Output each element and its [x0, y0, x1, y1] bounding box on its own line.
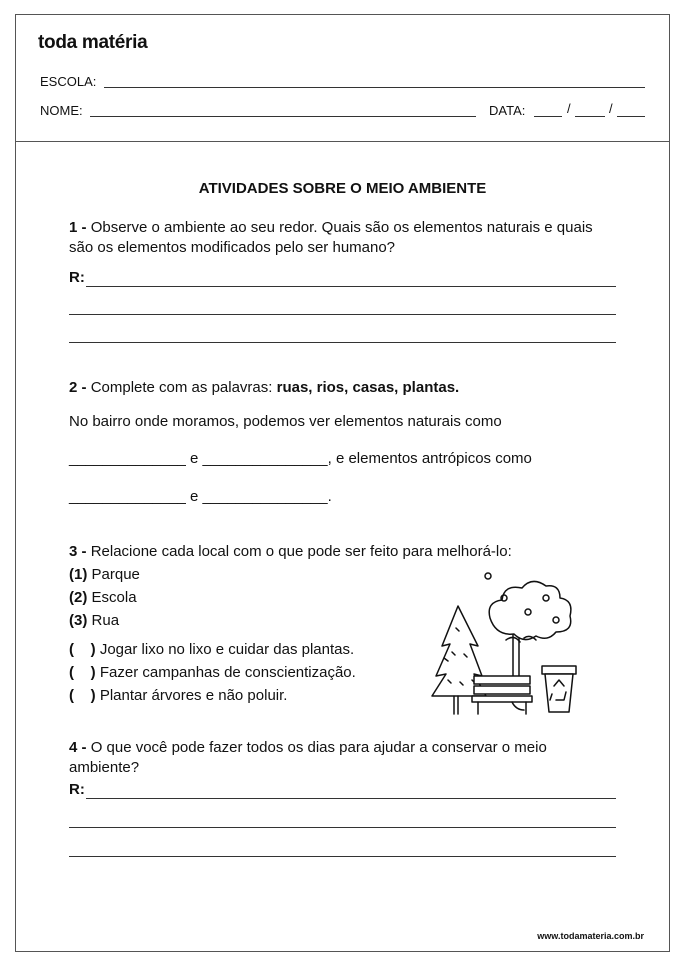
blank[interactable]: ______________: [69, 488, 186, 505]
date-month-field[interactable]: [575, 116, 605, 117]
answer-label: R:: [69, 269, 85, 286]
question-number: 2 -: [69, 379, 87, 396]
question-3: [69, 542, 512, 562]
answer-box[interactable]: ( ): [69, 641, 96, 658]
brand-logo: toda matéria: [38, 32, 148, 53]
recycle-bin-icon: [542, 666, 576, 712]
date-year-field[interactable]: [617, 116, 645, 117]
blank[interactable]: _______________: [202, 488, 328, 505]
question-4: [69, 738, 619, 778]
blank[interactable]: ______________: [69, 450, 186, 467]
question-text: Relacione cada local com o que pode ser feito para melhorá-lo:: [90, 543, 512, 560]
name-label: NOME:: [40, 103, 83, 118]
question-number: 3 -: [69, 543, 87, 560]
header-divider: [15, 141, 670, 142]
answer-line[interactable]: [86, 286, 616, 287]
question-number: 1 -: [69, 219, 87, 236]
answer-line[interactable]: [69, 342, 616, 343]
footer-url[interactable]: www.todamateria.com.br: [537, 931, 644, 941]
question-2: [69, 378, 459, 398]
place-item: (3) Rua: [69, 612, 120, 629]
fill-line-2: ______________ e _______________.: [69, 488, 332, 505]
question-1: [69, 218, 619, 258]
place-item: (2) Escola: [69, 589, 137, 606]
tree-icon: [485, 573, 571, 678]
worksheet-frame: [15, 14, 670, 952]
answer-line[interactable]: [69, 314, 616, 315]
date-separator: /: [567, 101, 571, 116]
fill-sentence: No bairro onde moramos, podemos ver elementos naturais como: [69, 413, 502, 430]
action-item: ( ) Jogar lixo no lixo e cuidar das plantas.: [69, 641, 355, 658]
school-label: ESCOLA:: [40, 74, 97, 89]
action-item: ( ) Plantar árvores e não poluir.: [69, 687, 288, 704]
question-text: O que você pode fazer todos os dias para ajudar a conservar o meio ambiente?: [69, 739, 547, 776]
answer-line[interactable]: [86, 798, 616, 799]
question-number: 4 -: [69, 739, 87, 756]
fill-line-1: ______________ e _______________, e elementos antrópicos como: [69, 450, 532, 467]
date-day-field[interactable]: [534, 116, 562, 117]
date-label: DATA:: [489, 103, 526, 118]
place-item: (1) Parque: [69, 566, 140, 583]
answer-line[interactable]: [69, 827, 616, 828]
page-title: ATIVIDADES SOBRE O MEIO AMBIENTE: [198, 180, 487, 197]
question-text: Complete com as palavras:: [90, 379, 273, 396]
answer-line[interactable]: [69, 856, 616, 857]
park-illustration: [428, 568, 588, 718]
answer-label: R:: [69, 781, 85, 798]
word-bank: ruas, rios, casas, plantas.: [276, 379, 460, 396]
question-text: Observe o ambiente ao seu redor. Quais são os elementos naturais e quais são os elementos modificados pelo ser humano?: [69, 219, 593, 256]
answer-box[interactable]: ( ): [69, 664, 96, 681]
blank[interactable]: _______________: [202, 450, 328, 467]
school-field[interactable]: [104, 87, 645, 88]
date-separator: /: [609, 101, 613, 116]
name-field[interactable]: [90, 116, 476, 117]
answer-box[interactable]: ( ): [69, 687, 96, 704]
action-item: ( ) Fazer campanhas de conscientização.: [69, 664, 356, 681]
